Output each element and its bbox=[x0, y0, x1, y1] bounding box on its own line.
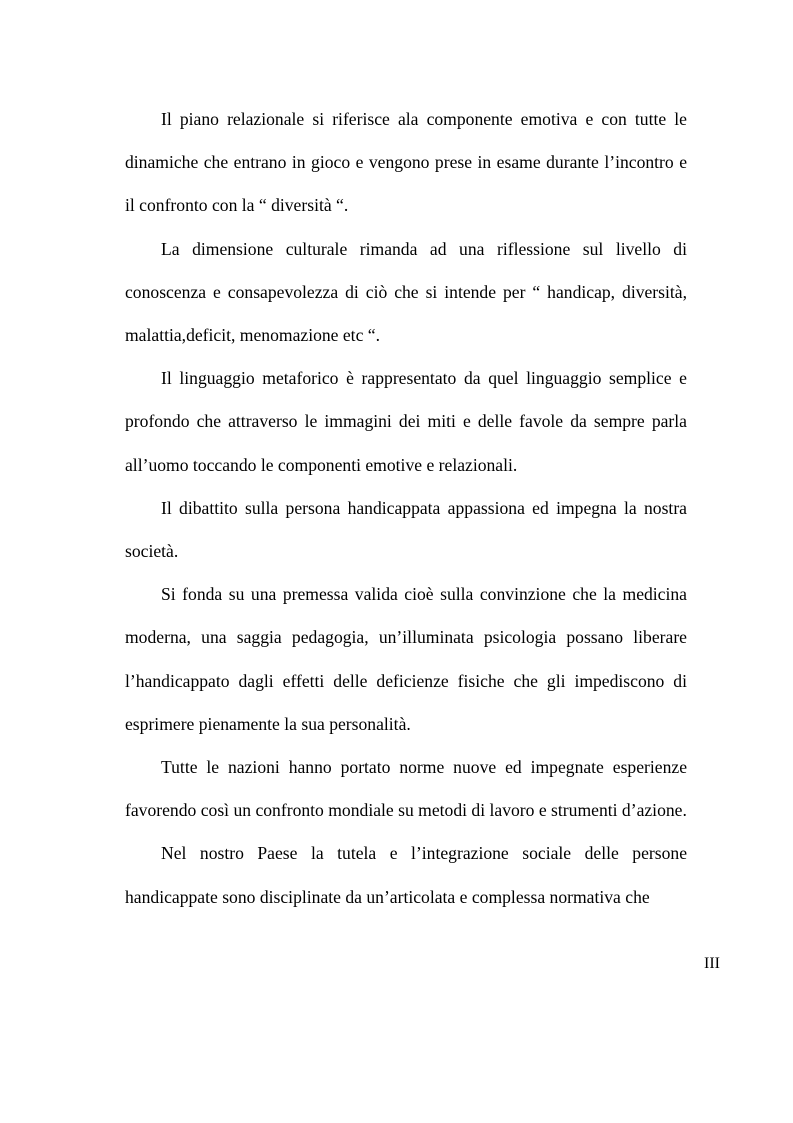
paragraph-metaphorical-language: Il linguaggio metaforico è rappresentato da quel linguaggio semplice e profondo che attraverso le immagini dei miti e delle favole da sempre parla all’uomo toccando le componenti emotive e relazionali. bbox=[125, 368, 687, 475]
paragraph-relational-plane: Il piano relazionale si riferisce ala componente emotiva e con tutte le dinamiche che entrano in gioco e vengono prese in esame durante l’incontro e il confronto con la “ diversità “. bbox=[125, 109, 687, 216]
paragraph-our-country: Nel nostro Paese la tutela e l’integrazione sociale delle persone handicappate sono disciplinate da un’articolata e complessa normativa che bbox=[125, 843, 687, 907]
paragraph-nations: Tutte le nazioni hanno portato norme nuove ed impegnate esperienze favorendo così un confronto mondiale su metodi di lavoro e strumenti d’azione. bbox=[125, 757, 687, 821]
page-number: III bbox=[704, 955, 720, 972]
paragraph-debate: Il dibattito sulla persona handicappata appassiona ed impegna la nostra società. bbox=[125, 497, 687, 562]
paragraph-premise: Si fonda su una premessa valida cioè sulla convinzione che la medicina moderna, una saggia pedagogia, un’illuminata psicologia possano liberare l’handicappato dagli effetti delle deficienze fisiche che gli impediscono di esprimere pienamente la sua personalità. bbox=[125, 584, 687, 734]
page-body bbox=[125, 98, 687, 919]
paragraph-cultural-dimension: La dimensione culturale rimanda ad una riflessione sul livello di conoscenza e consapevolezza di ciò che si intende per “ handicap, diversità, malattia,deficit, menomazione etc “. bbox=[125, 238, 687, 346]
